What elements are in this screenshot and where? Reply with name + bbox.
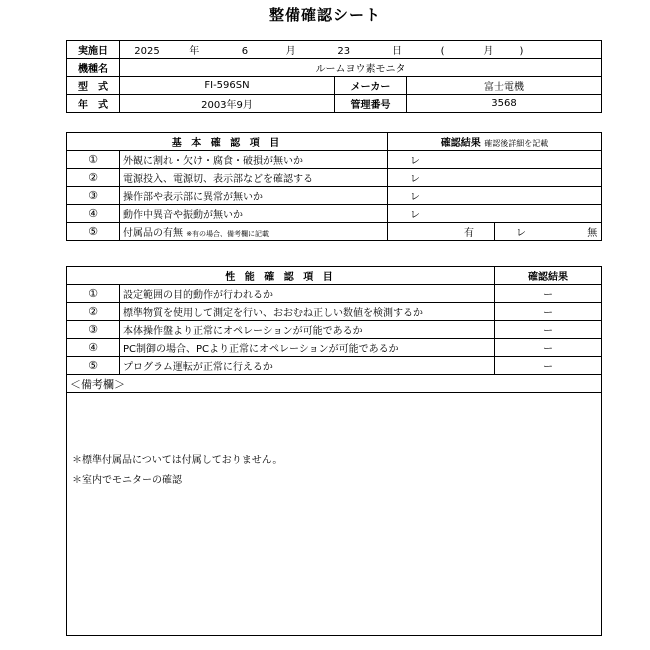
perf-item-no: ④ xyxy=(67,339,120,357)
type-label: 型 式 xyxy=(67,77,120,95)
date-year-unit: 年 xyxy=(189,46,200,57)
basic-result-header xyxy=(388,133,602,151)
basic-item-result: レ xyxy=(388,205,602,223)
basic-item-result: レ xyxy=(388,187,602,205)
perf-item-result: ー xyxy=(495,321,602,339)
remarks-line: ＊標準付属品については付属しておりません。 xyxy=(72,455,283,466)
perf-item-text: 設定範囲の目的動作が行われるか xyxy=(120,285,495,303)
maker-label: メーカー xyxy=(335,77,407,95)
accessory-row xyxy=(67,223,602,241)
perf-item-no: ③ xyxy=(67,321,120,339)
maker-value: 富士電機 xyxy=(407,77,602,95)
weekday-open: ( xyxy=(440,46,445,57)
year-value: 2003年9月 xyxy=(120,95,335,113)
mgmt-value: 3568 xyxy=(407,95,602,113)
perf-item-no: ① xyxy=(67,285,120,303)
basic-row xyxy=(67,187,602,205)
date-value xyxy=(120,41,602,59)
basic-item-result: レ xyxy=(388,151,602,169)
perf-header-row xyxy=(67,267,602,285)
basic-row xyxy=(67,151,602,169)
remarks-label: ＜備考欄＞ xyxy=(67,375,602,393)
perf-item-text: プログラム運転が正常に行えるか xyxy=(120,357,495,375)
perf-item-result: ー xyxy=(495,357,602,375)
perf-row xyxy=(67,303,602,321)
perf-row xyxy=(67,321,602,339)
accessory-no: ⑤ xyxy=(67,223,120,241)
basic-item-no: ④ xyxy=(67,205,120,223)
accessory-note: ※有の場合、備考欄に記載 xyxy=(186,230,270,238)
model-name-value: ルームヨウ素モニタ xyxy=(120,59,602,77)
basic-result-header-label: 確認結果 xyxy=(440,138,481,149)
type-row xyxy=(67,77,602,95)
page-title: 整備確認シート xyxy=(268,6,381,24)
type-value: FI-596SN xyxy=(120,77,335,95)
model-name-label: 機種名 xyxy=(67,59,120,77)
remarks-body xyxy=(67,393,602,636)
remarks-label-row xyxy=(67,375,602,393)
remarks-line: ＊室内でモニターの確認 xyxy=(72,475,182,486)
date-day: 23 xyxy=(337,46,351,57)
perf-item-result: ー xyxy=(495,303,602,321)
basic-header-row xyxy=(67,133,602,151)
year-label: 年 式 xyxy=(67,95,120,113)
basic-item-text: 操作部や表示部に異常が無いか xyxy=(120,187,388,205)
accessory-no-label: 無 xyxy=(587,228,598,239)
weekday: 月 xyxy=(483,46,494,57)
accessory-yes: 有 xyxy=(388,223,495,241)
basic-header: 基 本 確 認 項 目 xyxy=(67,133,388,151)
weekday-close: ) xyxy=(519,46,524,57)
accessory-mark: レ xyxy=(516,228,527,239)
perf-row xyxy=(67,285,602,303)
basic-item-text: 電源投入、電源切、表示部などを確認する xyxy=(120,169,388,187)
mgmt-label: 管理番号 xyxy=(335,95,407,113)
basic-item-result: レ xyxy=(388,169,602,187)
accessory-text: 付属品の有無 xyxy=(123,228,183,239)
perf-item-text: 本体操作盤より正常にオペレーションが可能であるか xyxy=(120,321,495,339)
date-month-unit: 月 xyxy=(285,46,296,57)
date-day-unit: 日 xyxy=(391,46,402,57)
basic-check-table xyxy=(66,132,602,241)
model-name-row xyxy=(67,59,602,77)
perf-row xyxy=(67,357,602,375)
basic-result-note: 確認後詳細を記載 xyxy=(484,139,549,148)
perf-item-no: ⑤ xyxy=(67,357,120,375)
perf-item-text: PC制御の場合、PCより正常にオペレーションが可能であるか xyxy=(120,339,495,357)
remarks-body-row xyxy=(67,393,602,636)
accessory-text-cell xyxy=(120,223,388,241)
basic-row xyxy=(67,205,602,223)
year-row xyxy=(67,95,602,113)
performance-check-table xyxy=(66,266,602,636)
date-row xyxy=(67,41,602,59)
accessory-no-cell xyxy=(495,223,602,241)
perf-row xyxy=(67,339,602,357)
perf-item-no: ② xyxy=(67,303,120,321)
basic-item-text: 動作中異音や振動が無いか xyxy=(120,205,388,223)
date-month: 6 xyxy=(241,46,249,57)
basic-item-text: 外観に割れ・欠け・腐食・破損が無いか xyxy=(120,151,388,169)
perf-result-header: 確認結果 xyxy=(495,267,602,285)
perf-header: 性 能 確 認 項 目 xyxy=(67,267,495,285)
basic-item-no: ② xyxy=(67,169,120,187)
basic-row xyxy=(67,169,602,187)
perf-item-result: ー xyxy=(495,339,602,357)
equipment-info-table xyxy=(66,40,602,113)
date-year: 2025 xyxy=(134,46,160,57)
date-label: 実施日 xyxy=(67,41,120,59)
perf-item-text: 標準物質を使用して測定を行い、おおむね正しい数値を検測するか xyxy=(120,303,495,321)
basic-item-no: ① xyxy=(67,151,120,169)
basic-item-no: ③ xyxy=(67,187,120,205)
perf-item-result: ー xyxy=(495,285,602,303)
